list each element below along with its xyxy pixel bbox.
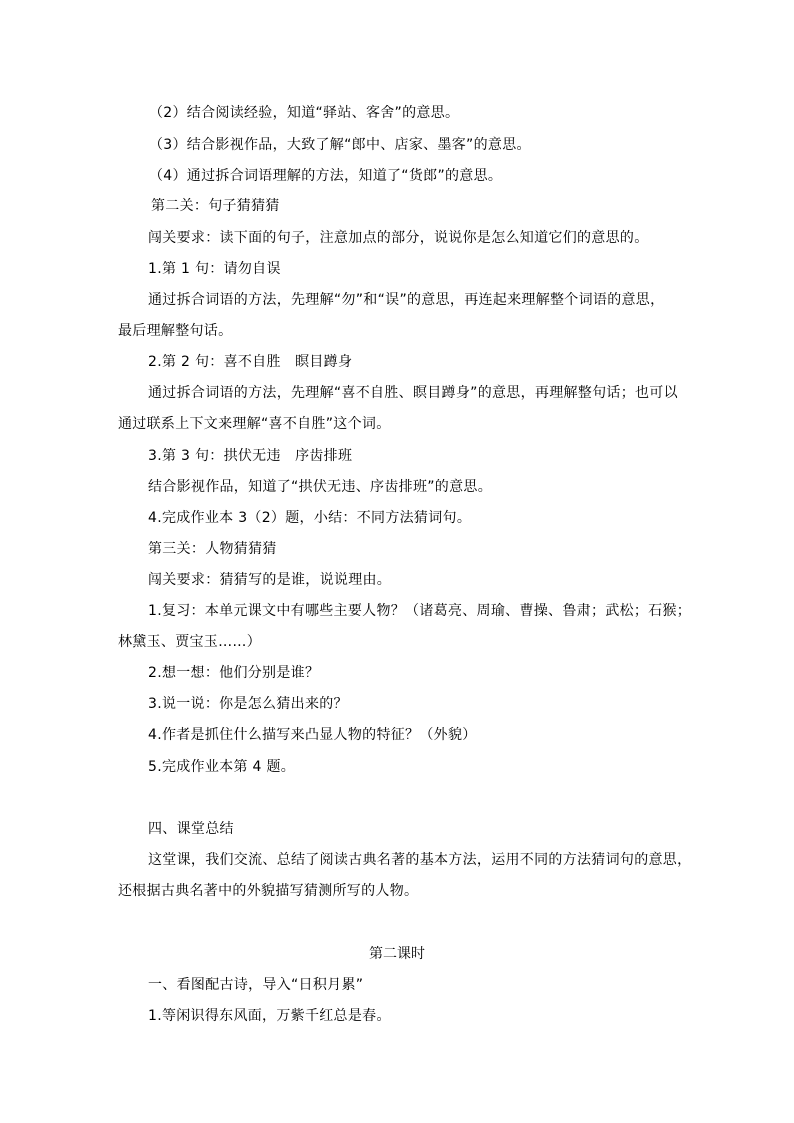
paragraph-line-7: 通过拆合词语的方法，先理解“勿”和“误”的意思，再连起来理解整个词语的意思， xyxy=(148,292,665,308)
section-heading-intro: 一、看图配古诗，导入“日积月累” xyxy=(148,977,364,993)
list-item-say: 3.说一说：你是怎么猜出来的？ xyxy=(148,696,348,712)
list-item-author: 4.作者是抓住什么描写来凸显人物的特征？（外貌） xyxy=(148,727,477,743)
list-item-review: 1.复习：本单元课文中有哪些主要人物？（诸葛亮、周瑜、曹操、鲁肃；武松；石猴； xyxy=(148,603,692,619)
paragraph-line-24: 这堂课，我们交流、总结了阅读古典名著的基本方法，运用不同的方法猜词句的意思， xyxy=(148,852,692,868)
lesson-title: 第二课时 xyxy=(369,946,425,962)
list-item-sentence-3: 3.第 3 句：拱伏无违 序齿排班 xyxy=(148,448,353,464)
section-heading-level-two: 第二关：句子猜猜猜 xyxy=(151,198,280,214)
section-heading-level-three: 第三关：人物猜猜猜 xyxy=(148,541,277,557)
paragraph-line-8: 最后理解整句话。 xyxy=(118,323,233,339)
paragraph-line-11: 通过联系上下文来理解“喜不自胜”这个词。 xyxy=(118,416,391,432)
list-item-homework-3: 4.完成作业本 3（2）题，小结：不同方法猜词句。 xyxy=(148,510,472,526)
paragraph-line-3: （4）通过拆合词语理解的方法，知道了“货郎”的意思。 xyxy=(149,168,503,184)
paragraph-line-2: （3）结合影视作品，大致了解“郎中、店家、墨客”的意思。 xyxy=(149,137,531,153)
paragraph-line-18: 林黛玉、贾宝玉……） xyxy=(118,634,261,650)
list-item-homework-4: 5.完成作业本第 4 题。 xyxy=(148,759,296,775)
section-heading-summary: 四、课堂总结 xyxy=(148,821,234,837)
list-item-sentence-1: 1.第 1 句：请勿自误 xyxy=(148,261,281,277)
list-item-poem-1: 1.等闲识得东风面，万紫千红总是春。 xyxy=(148,1008,391,1024)
list-item-think: 2.想一想：他们分别是谁？ xyxy=(148,665,320,681)
paragraph-line-10: 通过拆合词语的方法，先理解“喜不自胜、瞑目蹲身”的意思，再理解整句话；也可以 xyxy=(148,385,678,401)
paragraph-line-25: 还根据古典名著中的外貌描写猜测所写的人物。 xyxy=(118,883,419,899)
paragraph-line-5: 闯关要求：读下面的句子，注意加点的部分，说说你是怎么知道它们的意思的。 xyxy=(148,230,649,246)
paragraph-line-13: 结合影视作品，知道了“拱伏无违、序齿排班”的意思。 xyxy=(148,479,493,495)
paragraph-line-1: （2）结合阅读经验，知道“驿站、客舍”的意思。 xyxy=(149,105,460,121)
list-item-sentence-2: 2.第 2 句：喜不自胜 瞑目蹲身 xyxy=(148,354,353,370)
paragraph-line-16: 闯关要求：猜猜写的是谁，说说理由。 xyxy=(148,572,392,588)
